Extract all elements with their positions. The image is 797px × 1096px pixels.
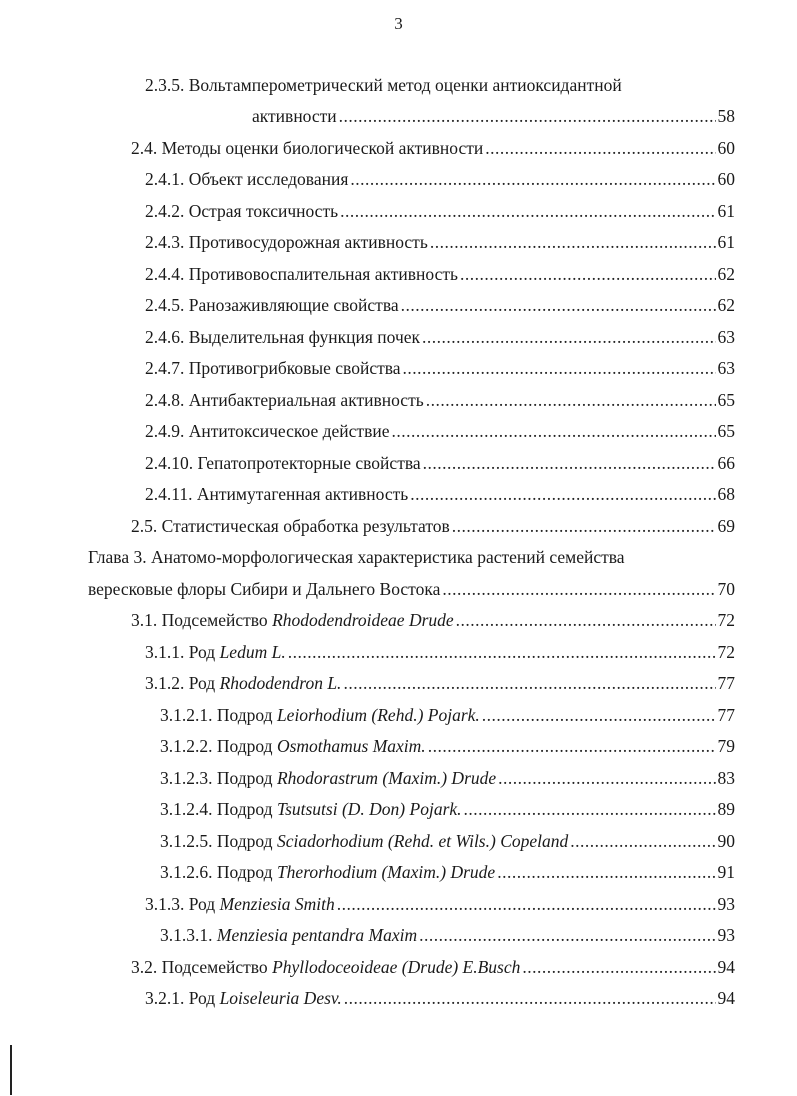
toc-entry [145,230,735,254]
toc-entry-text: 3.1.2.1. Подрод [160,705,277,725]
toc-page-number: 60 [717,138,735,158]
leader-dots [452,514,716,538]
leader-dots [464,797,716,821]
page-number: 3 [394,14,403,33]
toc-entry [160,734,735,758]
leader-dots [343,671,715,695]
toc-entry-text: 3.2.1. Род [145,988,220,1008]
toc-entry [145,419,735,443]
toc-page-number: 72 [717,642,735,662]
toc-entry [160,797,735,821]
toc-entry [145,986,735,1010]
toc-entry-text: 3.1.2.2. Подрод [160,736,277,756]
toc-entry-text: 2.4.9. Антитоксическое действие [145,421,390,441]
toc-page-number: 58 [717,106,735,126]
toc-entry-text: 3.1.3.1. [160,925,217,945]
toc-entry [145,262,735,286]
toc-entry-taxon: Leiorhodium (Rehd.) Pojark. [276,705,480,725]
toc-page-number: 61 [717,232,735,252]
leader-dots [403,356,716,380]
leader-dots [423,451,716,475]
toc-page-number: 90 [717,831,735,851]
leader-dots [391,419,715,443]
toc-page-number: 93 [717,894,735,914]
toc-entry-text: 3.1.3. Род [145,894,220,914]
toc-entry-text: 2.4. Методы оценки биологической активности [131,138,484,158]
leader-dots [401,293,716,317]
toc-entry [88,577,735,601]
toc-entry-taxon: Phyllodoceoideae (Drude) E.Busch [272,957,521,977]
toc-page-number: 63 [717,358,735,378]
toc-entry-taxon: Ledum L. [219,642,286,662]
toc-page-number: 61 [717,201,735,221]
toc-entry-text: 2.4.7. Противогрибковые свойства [145,358,401,378]
toc-page-number: 94 [717,988,735,1008]
toc-entry-text: вересковые флоры Сибири и Дальнего Востока [88,579,441,599]
toc-entry-taxon: Rhododendroideae Drude [272,610,454,630]
leader-dots [410,482,715,506]
toc-entry-text: Глава 3. Анатомо-морфологическая характеристика растений семейства [88,547,625,567]
toc-page-number: 63 [717,327,735,347]
toc-entry-text: 2.4.3. Противосудорожная активность [145,232,428,252]
toc-page-number: 69 [717,516,735,536]
toc-entry-text: 2.4.11. Антимутагенная активность [145,484,409,504]
toc-entry [145,73,735,97]
leader-dots [430,230,716,254]
toc-entry [145,388,735,412]
toc-page-number: 93 [717,925,735,945]
toc-entry-text: 2.4.10. Гепатопротекторные свойства [145,453,421,473]
toc-page-number: 77 [717,705,735,725]
toc-entry-taxon: Sciadorhodium (Rehd. et Wils.) Copeland [276,831,569,851]
toc-entry-text: 2.4.1. Объект исследования [145,169,349,189]
leader-dots [442,577,715,601]
leader-dots [340,199,715,223]
toc-page-number: 62 [717,264,735,284]
toc-entry [145,892,735,916]
toc-page-number: 65 [717,390,735,410]
leader-dots [522,955,715,979]
leader-dots [419,923,715,947]
toc-entry-text: 2.4.4. Противовоспалительная активность [145,264,458,284]
leader-dots [350,167,715,191]
toc-page-number: 65 [717,421,735,441]
toc-entry-text: 2.5. Статистическая обработка результатов [131,516,450,536]
toc-entry-text: 3.2. Подсемейство [131,957,273,977]
leader-dots [428,734,716,758]
toc-entry [160,923,735,947]
toc-page-number: 94 [717,957,735,977]
leader-dots [288,640,716,664]
leader-dots [498,766,715,790]
toc-entry [145,356,735,380]
margin-mark [10,1045,12,1095]
toc-entry-text: 3.1.2.6. Подрод [160,862,277,882]
toc-page-number: 79 [717,736,735,756]
toc-entry-taxon: Tsutsutsi (D. Don) Pojark. [276,799,462,819]
toc-page-number: 72 [717,610,735,630]
toc-entry-taxon: Rhododendron L. [219,673,342,693]
toc-entry [160,703,735,727]
toc-entry-text: 2.4.5. Ранозаживляющие свойства [145,295,399,315]
toc-entry-taxon: Menziesia Smith [219,894,335,914]
toc-page-number: 89 [717,799,735,819]
toc-entry [145,199,735,223]
toc-entry-text: 3.1.2. Род [145,673,220,693]
toc-entry [145,293,735,317]
toc-entry-taxon: Rhodorastrum (Maxim.) Drude [276,768,497,788]
toc-entry-text: 2.4.8. Антибактериальная активность [145,390,424,410]
toc-entry [131,514,735,538]
leader-dots [344,986,716,1010]
toc-entry [88,545,735,569]
toc-entry [145,482,735,506]
leader-dots [482,703,716,727]
toc-entry-text: 3.1.2.5. Подрод [160,831,277,851]
toc-entry [145,640,735,664]
toc-entry-taxon: Menziesia pentandra Maxim [216,925,418,945]
toc-entry-text: 2.4.2. Острая токсичность [145,201,339,221]
toc-entry [145,671,735,695]
toc-entry-text: 3.1.2.4. Подрод [160,799,277,819]
leader-dots [460,262,716,286]
toc-entry [160,829,735,853]
toc-page-number: 83 [717,768,735,788]
toc-entry-text: 2.3.5. Вольтамперометрический метод оценки антиоксидантной [145,75,622,95]
toc-entry [145,325,735,349]
toc-entry [252,104,735,128]
toc-entry-taxon: Loiseleuria Desv. [219,988,342,1008]
leader-dots [497,860,715,884]
toc-entry-text: активности [252,106,337,126]
toc-entry [160,766,735,790]
toc-entry-taxon: Osmothamus Maxim. [276,736,426,756]
toc-entry [145,451,735,475]
toc-page-number: 77 [717,673,735,693]
leader-dots [422,325,715,349]
toc-page-number: 91 [717,862,735,882]
toc-entry [131,608,735,632]
toc-entry-taxon: Therorhodium (Maxim.) Drude [276,862,496,882]
toc-entry-text: 2.4.6. Выделительная функция почек [145,327,421,347]
leader-dots [426,388,716,412]
toc-page-number: 68 [717,484,735,504]
toc-page-number: 62 [717,295,735,315]
toc-entry [145,167,735,191]
toc-page-number: 70 [717,579,735,599]
toc-entry-text: 3.1.2.3. Подрод [160,768,277,788]
leader-dots [456,608,716,632]
toc-page-number: 66 [717,453,735,473]
toc-entry-text: 3.1.1. Род [145,642,220,662]
toc-entry [131,136,735,160]
toc-entry [131,955,735,979]
toc-entry-text: 3.1. Подсемейство [131,610,273,630]
toc-entry [160,860,735,884]
leader-dots [485,136,715,160]
toc-page-number: 60 [717,169,735,189]
leader-dots [337,892,716,916]
leader-dots [339,104,716,128]
leader-dots [570,829,715,853]
